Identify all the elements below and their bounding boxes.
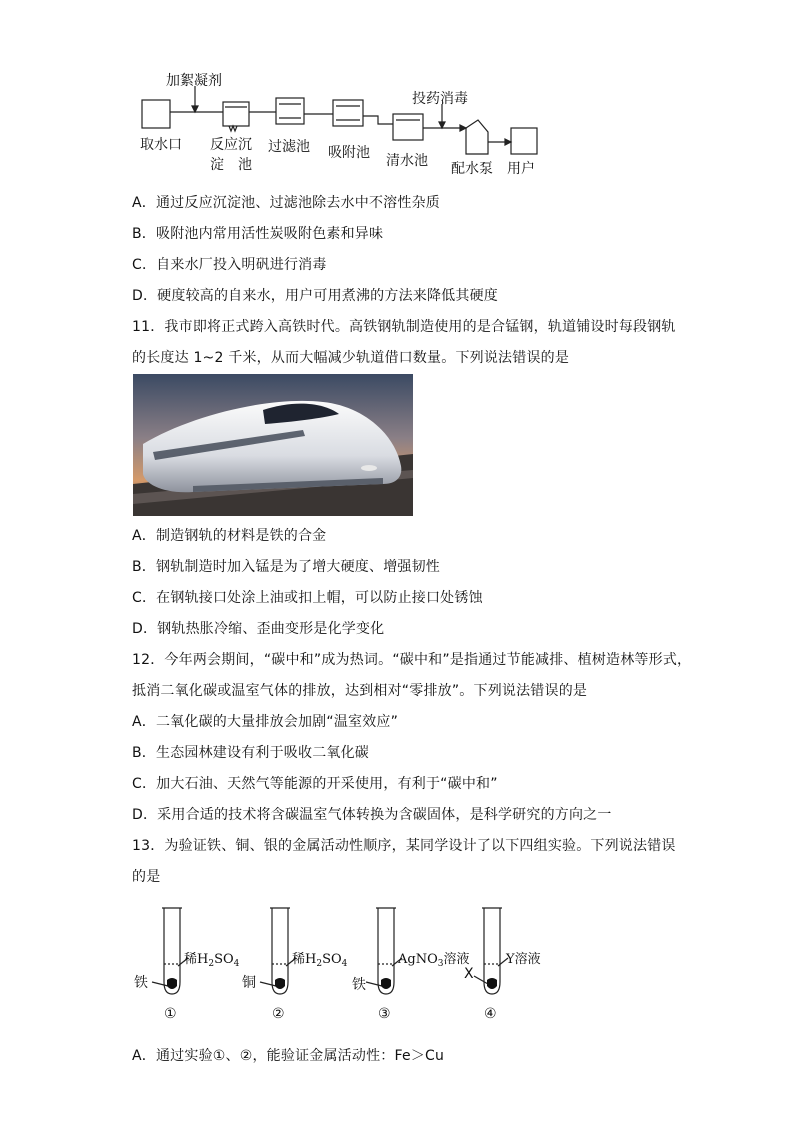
adsorb-label: 吸附池	[328, 145, 370, 161]
clear-tank	[393, 114, 423, 140]
intake-label: 取水口	[140, 137, 182, 153]
water-treatment-diagram	[130, 66, 550, 178]
tube2-number: ②	[272, 1006, 285, 1022]
q12-stem-line2: 抵消二氧化碳或温室气体的排放，达到相对“零排放”。下列说法错误的是	[132, 683, 588, 699]
q13-stem-line1: 13．为验证铁、铜、银的金属活动性顺序，某同学设计了以下四组实验。下列说法错误	[132, 838, 676, 854]
test-tube-diagram	[130, 900, 570, 1030]
tube1-number: ①	[164, 1006, 177, 1022]
reaction-label-2: 淀 池	[210, 157, 252, 173]
q11-option-a: A．制造钢轨的材料是铁的合金	[132, 528, 327, 544]
disinfect-label: 投药消毒	[412, 91, 468, 107]
q11-stem-line2: 的长度达 1~2 千米，从而大幅减少轨道借口数量。下列说法错误的是	[132, 350, 570, 366]
tube4-number: ④	[484, 1006, 497, 1022]
tube3-solution-label: AgNO$_3$溶液	[398, 952, 470, 969]
q12-option-a: A．二氧化碳的大量排放会加剧“温室效应”	[132, 714, 399, 730]
q11-option-d: D．钢轨热胀冷缩、歪曲变形是化学变化	[132, 621, 385, 637]
q12-option-b: B．生态园林建设有利于吸收二氧化碳	[132, 745, 370, 761]
reaction-label-1: 反应沉	[210, 137, 252, 153]
q11-stem-line1: 11．我市即将正式跨入高铁时代。高铁钢轨制造使用的是合锰钢，轨道铺设时每段钢轨	[132, 319, 676, 335]
q13-stem-line2: 的是	[132, 869, 161, 885]
filter-tank	[276, 98, 304, 124]
pump-shape	[466, 120, 488, 154]
q10-option-d: D．硬度较高的自来水，用户可用煮沸的方法来降低其硬度	[132, 288, 498, 304]
q13-option-a: A．通过实验①、②，能验证金属活动性：Fe＞Cu	[132, 1048, 445, 1064]
reaction-tank	[223, 102, 249, 126]
clear-label: 清水池	[386, 153, 428, 169]
tube3-metal-label: 铁	[352, 977, 366, 993]
high-speed-train-photo	[133, 374, 413, 516]
tube4-solution-label: Y溶液	[506, 952, 541, 967]
pump-label: 配水泵	[451, 161, 493, 177]
tube3-number: ③	[378, 1006, 391, 1022]
tube4-metal-label: X	[464, 966, 474, 982]
tube1-solution-label: 稀$H_2SO_4$	[184, 952, 240, 969]
q12-stem-line1: 12．今年两会期间，“碳中和”成为热词。“碳中和”是指通过节能减排、植树造林等形式，	[132, 652, 692, 668]
intake-box	[142, 100, 170, 128]
q10-option-c: C．自来水厂投入明矾进行消毒	[132, 257, 327, 273]
q11-option-c: C．在钢轨接口处涂上油或扣上帽，可以防止接口处锈蚀	[132, 590, 483, 606]
q10-option-a: A．通过反应沉淀池、过滤池除去水中不溶性杂质	[132, 195, 440, 211]
adsorb-tank	[333, 100, 363, 126]
tube1-metal-label: 铁	[134, 975, 148, 991]
q12-option-c: C．加大石油、天然气等能源的开采使用，有利于“碳中和”	[132, 776, 498, 792]
q11-option-b: B．钢轨制造时加入锰是为了增大硬度、增强韧性	[132, 559, 441, 575]
user-box	[511, 128, 537, 154]
user-label: 用户	[507, 161, 535, 177]
tube2-solution-label: 稀$H_2SO_4$	[292, 952, 348, 969]
filter-label: 过滤池	[268, 139, 310, 155]
q12-option-d: D．采用合适的技术将含碳温室气体转换为含碳固体，是科学研究的方向之一	[132, 807, 612, 823]
tube2-metal-label: 铜	[242, 975, 256, 991]
q10-option-b: B．吸附池内常用活性炭吸附色素和异味	[132, 226, 384, 242]
flocculant-label: 加絮凝剂	[166, 73, 222, 89]
